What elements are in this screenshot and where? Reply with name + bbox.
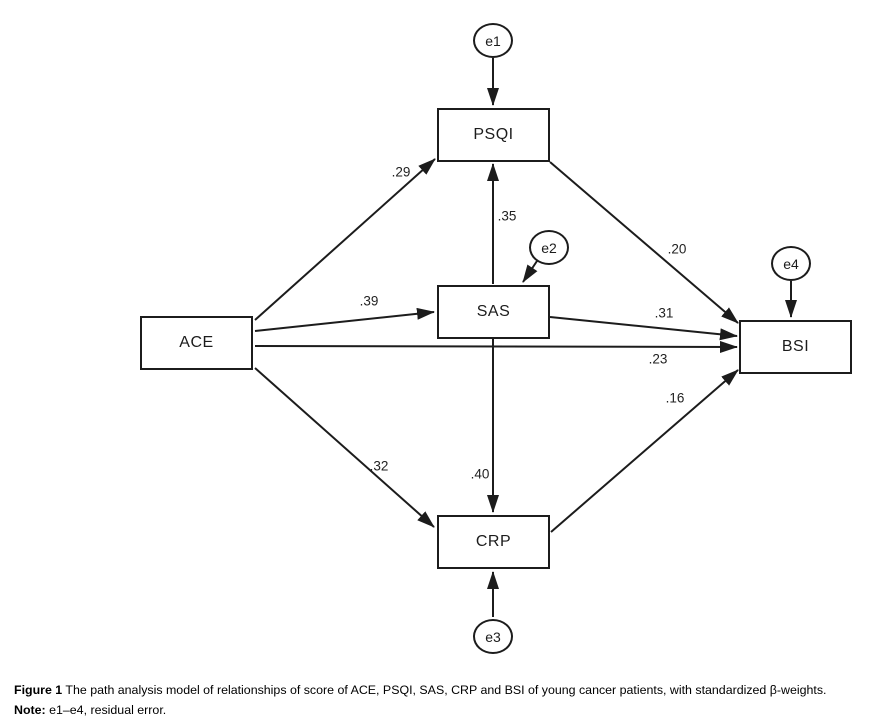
error-e2-label: e2 — [541, 239, 557, 256]
edge-ace-crp — [255, 368, 434, 527]
weight-ace-sas: .39 — [359, 293, 379, 309]
note-label: Note: — [14, 702, 46, 717]
edge-ace-bsi — [255, 346, 737, 347]
weight-crp-bsi: .16 — [665, 390, 685, 406]
node-bsi-label: BSI — [781, 338, 810, 355]
weight-psqi-bsi: .20 — [667, 241, 687, 257]
weight-ace-psqi: .29 — [391, 164, 411, 180]
figure-label: Figure 1 — [14, 683, 63, 697]
note-text: e1–e4, residual error. — [45, 702, 167, 717]
weight-sas-crp: .40 — [470, 466, 490, 482]
error-e3-label: e3 — [485, 628, 501, 645]
caption-line-note — [14, 701, 886, 721]
node-psqi — [437, 108, 550, 162]
edge-ace-psqi — [255, 159, 435, 320]
edge-e2-sas — [523, 261, 537, 282]
figure-text: The path analysis model of relationships of score of ACE, PSQI, SAS, CRP and BSI of young cancer patients, with standardized β-weights. — [62, 683, 827, 697]
node-sas — [437, 285, 550, 339]
edge-sas-bsi — [550, 317, 737, 336]
node-sas-label: SAS — [476, 303, 511, 320]
edge-psqi-bsi — [550, 162, 738, 323]
error-e1 — [473, 23, 513, 58]
weight-sas-psqi: .35 — [497, 208, 517, 224]
node-crp-label: CRP — [475, 533, 512, 550]
node-crp — [437, 515, 550, 569]
edge-crp-bsi — [551, 370, 738, 532]
error-e1-label: e1 — [485, 32, 501, 49]
error-e4 — [771, 246, 811, 281]
error-e2 — [529, 230, 569, 265]
node-bsi — [739, 320, 852, 374]
error-e3 — [473, 619, 513, 654]
weight-sas-bsi: .31 — [654, 305, 674, 321]
node-ace-label: ACE — [179, 334, 214, 351]
weight-ace-bsi: .23 — [648, 351, 668, 367]
figure-caption — [14, 681, 886, 721]
node-psqi-label: PSQI — [473, 126, 514, 143]
edge-ace-sas — [255, 312, 434, 331]
weight-ace-crp: .32 — [369, 458, 389, 474]
node-ace — [140, 316, 253, 370]
caption-line-figure — [14, 681, 886, 701]
error-e4-label: e4 — [783, 255, 799, 272]
